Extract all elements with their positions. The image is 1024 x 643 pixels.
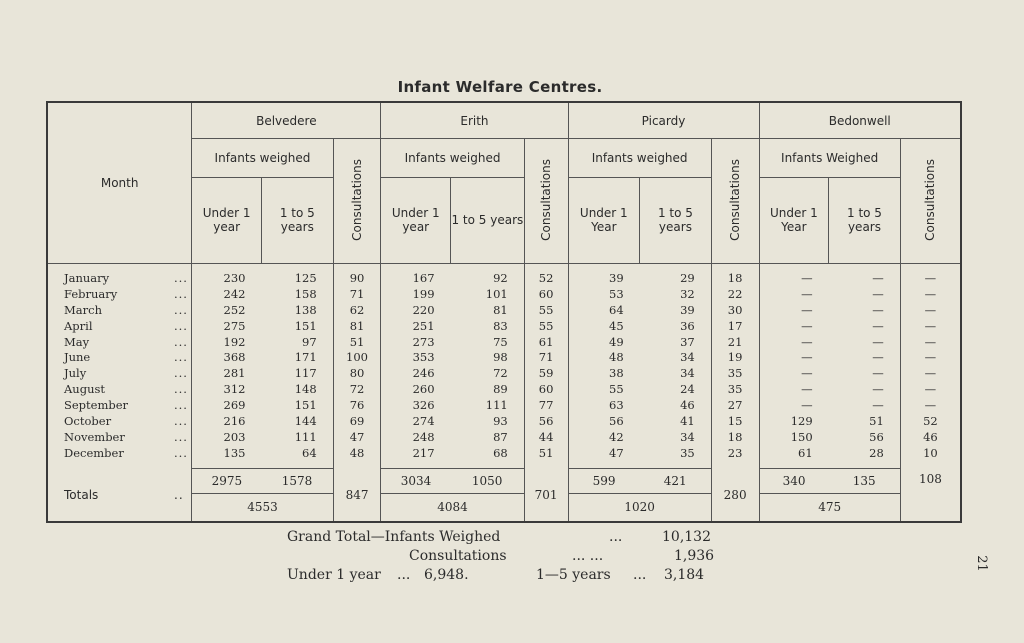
centre-belvedere: Belvedere (192, 103, 381, 139)
under1-header: Under 1 Year (568, 177, 640, 264)
total-cell: 340 (782, 473, 806, 488)
totals-label: Totals .. (48, 468, 192, 521)
table-cell: 83 (451, 318, 525, 334)
table-cell: 55 (524, 302, 568, 318)
table-cell: 81 (451, 302, 525, 318)
table-cell: 111 (451, 398, 525, 414)
table-cell: 32 (640, 287, 712, 303)
table-cell: 68 (451, 445, 525, 461)
table-cell: 53 (609, 287, 624, 301)
table-row (48, 334, 960, 350)
table-cell: 90 (333, 271, 381, 287)
table-cell: 269 (223, 398, 246, 413)
combined-total: 4084 (381, 493, 524, 521)
table-cell: 34 (640, 366, 712, 382)
table-cell: 62 (333, 302, 381, 318)
consultations-header: Consultations (333, 139, 381, 264)
table-cell: 34 (640, 350, 712, 366)
table-cell: — (829, 366, 901, 382)
table-row (48, 271, 960, 287)
table-cell: 48 (609, 350, 624, 365)
table-grid (48, 103, 960, 521)
table-cell: 28 (829, 445, 901, 461)
table-cell: — (801, 398, 813, 413)
table-cell: 77 (524, 398, 568, 414)
table-cell: 129 (790, 413, 813, 428)
month-cell: May ... (48, 334, 192, 350)
month-cell: June ... (48, 350, 192, 366)
table-cell: 242 (223, 287, 246, 301)
table-cell: 18 (711, 429, 759, 445)
table-cell: 248 (412, 429, 435, 444)
table-cell: 252 (223, 302, 246, 317)
table-cell: 19 (711, 350, 759, 366)
table-cell: — (924, 350, 937, 365)
table-cell: — (829, 382, 901, 398)
table-row (48, 302, 960, 318)
one-to-five-header: 1 to 5 years (829, 177, 901, 264)
table-row (48, 413, 960, 429)
under1-header: Under 1 year (381, 177, 451, 264)
grand-value-3: 6,948. (424, 567, 469, 583)
table-cell: 80 (333, 366, 381, 382)
month-header: Month (48, 103, 192, 264)
table-cell: 51 (829, 413, 901, 429)
table-cell: 158 (261, 287, 333, 303)
table-cell: 35 (711, 382, 759, 398)
table-cell: 51 (524, 445, 568, 461)
table-cell: 150 (790, 429, 813, 444)
table-cell: 60 (524, 382, 568, 398)
centre-erith: Erith (381, 103, 568, 139)
combined-total: 1020 (568, 493, 711, 521)
month-cell: October ... (48, 413, 192, 429)
table-cell: 281 (223, 366, 246, 381)
table-cell: 23 (711, 445, 759, 461)
table-cell: — (829, 302, 901, 318)
table-cell: — (829, 350, 901, 366)
table-cell: — (801, 382, 813, 397)
page-number: 21 (974, 555, 990, 572)
table-cell: 29 (640, 271, 712, 287)
table-cell: — (829, 287, 901, 303)
month-cell: August ... (48, 382, 192, 398)
table-cell: 61 (798, 445, 813, 460)
table-cell: 64 (609, 302, 624, 317)
table-cell: 47 (333, 429, 381, 445)
table-cell: 326 (412, 398, 435, 413)
month-cell: September ... (48, 398, 192, 414)
table-cell: 38 (609, 366, 624, 381)
infants-weighed-header: Infants weighed (568, 139, 711, 177)
table-cell: 39 (640, 302, 712, 318)
under1-header: Under 1 year (192, 177, 262, 264)
table-cell: 171 (261, 350, 333, 366)
table-cell: 151 (261, 398, 333, 414)
one-to-five-header: 1 to 5 years (640, 177, 712, 264)
table-cell: 22 (711, 287, 759, 303)
month-cell: April ... (48, 318, 192, 334)
table-cell: 203 (223, 429, 246, 444)
centre-bedonwell: Bedonwell (759, 103, 960, 139)
table-cell: 21 (711, 334, 759, 350)
table-cell: 27 (711, 398, 759, 414)
table-cell: 220 (412, 302, 435, 317)
table-cell: — (924, 318, 937, 333)
grand-value-4: 3,184 (664, 567, 705, 583)
table-row (48, 398, 960, 414)
table-row (48, 287, 960, 303)
table-cell: 260 (412, 382, 435, 397)
one-to-five-header: 1 to 5 years (261, 177, 333, 264)
table-cell: 275 (223, 318, 246, 333)
table-cell: 63 (609, 398, 624, 413)
table-cell: 117 (261, 366, 333, 382)
table-cell: 111 (261, 429, 333, 445)
table-cell: 56 (829, 429, 901, 445)
total-cell: 280 (711, 468, 759, 521)
table-cell: 59 (524, 366, 568, 382)
under1-header: Under 1 Year (759, 177, 829, 264)
table-cell: 76 (333, 398, 381, 414)
centre-picardy: Picardy (568, 103, 759, 139)
grand-label-1: Grand Total—Infants Weighed (287, 529, 501, 545)
table-cell: 36 (640, 318, 712, 334)
table-row (48, 318, 960, 334)
table-cell: — (829, 271, 901, 287)
grand-dots-4: ... (633, 567, 647, 583)
table-cell: 353 (412, 350, 435, 365)
table-cell: 199 (412, 287, 435, 301)
table-cell: — (924, 287, 937, 301)
table-cell: 69 (333, 413, 381, 429)
grand-label-2: Consultations (409, 548, 507, 564)
grand-value-2: 1,936 (674, 548, 715, 564)
month-cell: December ... (48, 445, 192, 461)
table-cell: — (924, 334, 937, 349)
consultations-header: Consultations (524, 139, 568, 264)
table-cell: 89 (451, 382, 525, 398)
consultations-header: Consultations (711, 139, 759, 264)
table-cell: 72 (451, 366, 525, 382)
table-cell: 92 (451, 271, 525, 287)
total-cell: 421 (640, 468, 712, 493)
table-cell: 71 (524, 350, 568, 366)
table-cell: 46 (923, 429, 938, 444)
grand-label-3: Under 1 year (287, 567, 381, 583)
table-cell: — (801, 302, 813, 317)
table-cell: 24 (640, 382, 712, 398)
table-cell: 93 (451, 413, 525, 429)
table-cell: 216 (223, 413, 246, 428)
table-cell: 274 (412, 413, 435, 428)
table-cell: — (801, 350, 813, 365)
table-cell: 81 (333, 318, 381, 334)
grand-label-4: 1—5 years (536, 567, 611, 583)
month-cell: July ... (48, 366, 192, 382)
total-cell: 1050 (451, 468, 525, 493)
table-cell: 144 (261, 413, 333, 429)
table-cell: 72 (333, 382, 381, 398)
table-cell: 148 (261, 382, 333, 398)
table-cell: 75 (451, 334, 525, 350)
table-cell: 246 (412, 366, 435, 381)
month-cell: March ... (48, 302, 192, 318)
table-cell: 30 (711, 302, 759, 318)
infants-weighed-header: Infants weighed (192, 139, 333, 177)
table-row (48, 382, 960, 398)
table-cell: 48 (333, 445, 381, 461)
table-cell: 18 (711, 271, 759, 287)
table-cell: 52 (524, 271, 568, 287)
table-cell: 151 (261, 318, 333, 334)
table-cell: 49 (609, 334, 624, 349)
table-cell: 135 (223, 445, 246, 460)
table-cell: 100 (333, 350, 381, 366)
table-row (48, 445, 960, 461)
total-cell: 3034 (400, 473, 432, 488)
table-cell: — (829, 318, 901, 334)
table-cell: — (829, 398, 901, 414)
table-cell: 125 (261, 271, 333, 287)
table-cell: 101 (451, 287, 525, 303)
table-cell: 368 (223, 350, 246, 365)
table-cell: 71 (333, 287, 381, 303)
table-cell: — (924, 302, 937, 317)
table-cell: — (801, 318, 813, 333)
grand-value-1: 10,132 (662, 529, 711, 545)
table-cell: 41 (640, 413, 712, 429)
table-cell: 97 (261, 334, 333, 350)
table-cell: 51 (333, 334, 381, 350)
table-cell: 42 (609, 429, 624, 444)
combined-total: 475 (759, 493, 900, 521)
table-cell: 34 (640, 429, 712, 445)
table-cell: 17 (711, 318, 759, 334)
total-cell: 108 (918, 472, 942, 487)
table-cell: — (924, 398, 937, 413)
table-cell: 60 (524, 287, 568, 303)
table-cell: 273 (412, 334, 435, 349)
table-cell: 312 (223, 382, 246, 397)
table-cell: 167 (412, 271, 435, 286)
one-to-five-header: 1 to 5 years (451, 177, 525, 264)
table-cell: — (801, 287, 813, 301)
infants-weighed-header: Infants weighed (381, 139, 524, 177)
table-cell: — (924, 366, 937, 381)
table-row (48, 350, 960, 366)
table-cell: — (829, 334, 901, 350)
table-cell: 52 (923, 413, 938, 428)
table-cell: 44 (524, 429, 568, 445)
total-cell: 135 (829, 468, 901, 493)
table-cell: 15 (711, 413, 759, 429)
table-cell: 46 (640, 398, 712, 414)
table-cell: 61 (524, 334, 568, 350)
table-cell: 10 (923, 445, 938, 460)
table-cell: — (924, 382, 937, 397)
table-row (48, 366, 960, 382)
table-cell: 230 (223, 271, 246, 286)
table-cell: 56 (524, 413, 568, 429)
table-cell: — (801, 366, 813, 381)
total-cell: 701 (524, 468, 568, 521)
table-cell: 39 (609, 271, 624, 286)
month-cell: November ... (48, 429, 192, 445)
table-cell: 37 (640, 334, 712, 350)
table-cell: 192 (223, 334, 246, 349)
table-cell: 35 (640, 445, 712, 461)
welfare-table (46, 101, 962, 523)
grand-dots-1: ... (609, 529, 623, 545)
table-row (48, 429, 960, 445)
total-cell: 2975 (211, 473, 243, 488)
table-cell: 47 (609, 445, 624, 460)
table-cell: 98 (451, 350, 525, 366)
table-cell: 217 (412, 445, 435, 460)
table-cell: — (924, 271, 937, 286)
total-cell: 847 (333, 468, 381, 521)
month-cell: February ... (48, 287, 192, 303)
table-cell: 251 (412, 318, 435, 333)
grand-dots-3: ... (397, 567, 411, 583)
table-cell: 45 (609, 318, 624, 333)
infants-weighed-header: Infants Weighed (759, 139, 900, 177)
table-cell: 56 (609, 413, 624, 428)
page-title: Infant Welfare Centres. (397, 78, 603, 96)
month-cell: January ... (48, 271, 192, 287)
table-cell: — (801, 271, 813, 286)
table-cell: 55 (609, 382, 624, 397)
grand-dots-2: ... ... (572, 548, 604, 564)
total-cell: 599 (592, 473, 616, 488)
table-cell: 64 (261, 445, 333, 461)
table-cell: 87 (451, 429, 525, 445)
total-cell: 1578 (261, 468, 333, 493)
table-cell: 55 (524, 318, 568, 334)
table-cell: 35 (711, 366, 759, 382)
table-cell: — (801, 334, 813, 349)
table-cell: 138 (261, 302, 333, 318)
consultations-header: Consultations (900, 139, 960, 264)
combined-total: 4553 (192, 493, 333, 521)
